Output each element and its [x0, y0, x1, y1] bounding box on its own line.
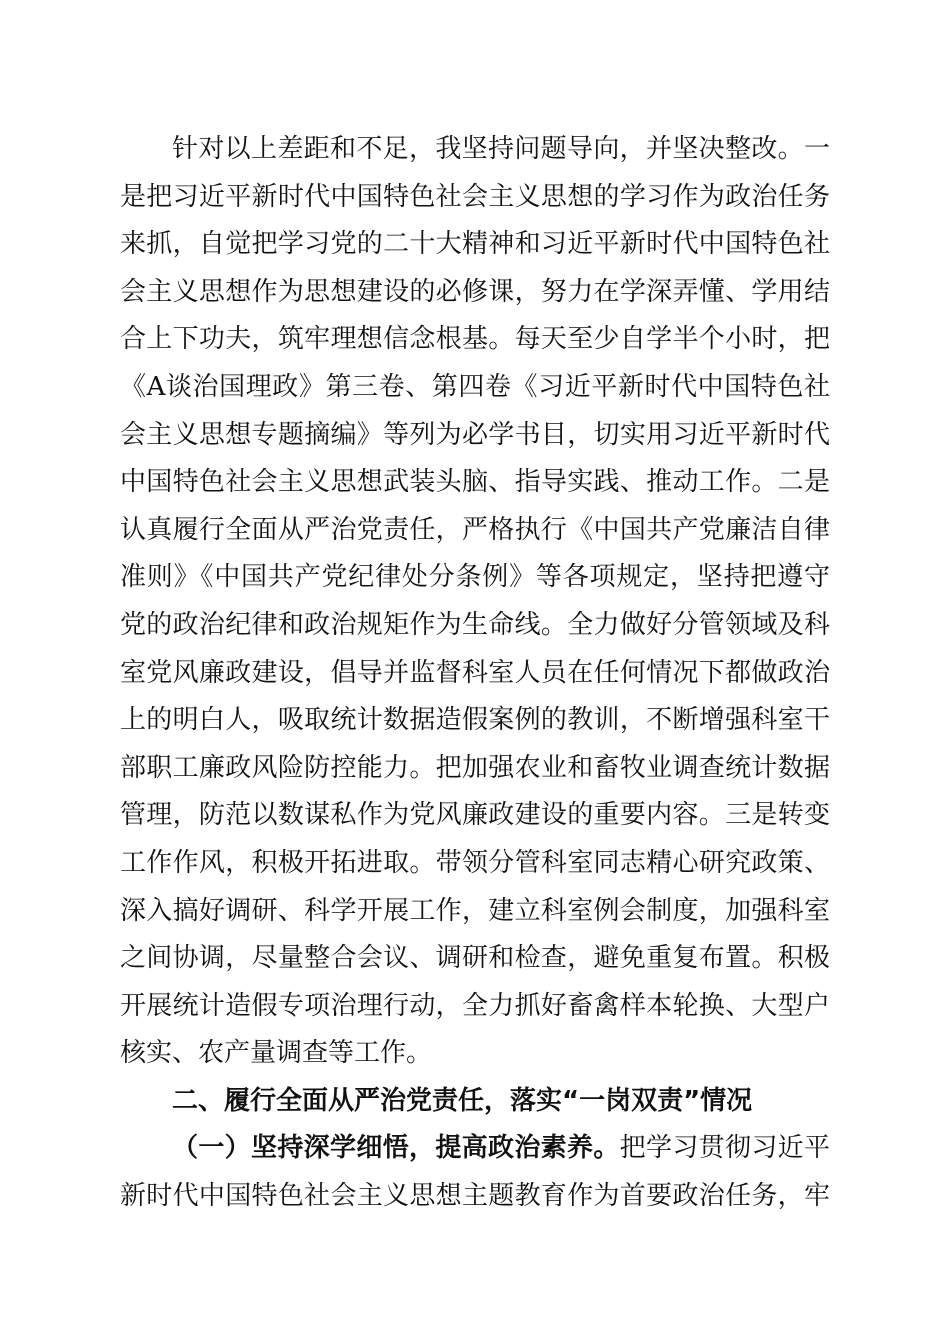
- paragraph-line: 室党风廉政建设，倡导并监督科室人员在任何情况下都做政治: [120, 657, 830, 688]
- paragraph-line: 针对以上差距和不足，我坚持问题导向，并坚决整改。一: [172, 134, 830, 164]
- paragraph-line: 之间协调，尽量整合会议、调研和检查，避免重复布置。积极: [120, 943, 830, 974]
- paragraph-line: 合上下功夫，筑牢理想信念根基。每天至少自学半个小时，把: [120, 324, 830, 355]
- paragraph-line: 管理，防范以数谋私作为党风廉政建设的重要内容。三是转变: [120, 800, 830, 831]
- paragraph-line: 党的政治纪律和政治规矩作为生命线。全力做好分管领域及科: [120, 609, 830, 640]
- document-body: [120, 126, 830, 1221]
- paragraph-line: 新时代中国特色社会主义思想主题教育作为首要政治任务，牢: [120, 1181, 830, 1212]
- paragraph-line: 上的明白人，吸取统计数据造假案例的教训，不断增强科室干: [120, 705, 830, 736]
- paragraph-line: 来抓，自觉把学习党的二十大精神和习近平新时代中国特色社: [120, 229, 830, 260]
- paragraph-line: 部职工廉政风险防控能力。把加强农业和畜牧业调查统计数据: [120, 752, 830, 783]
- paragraph-line: 《A谈治国理政》第三卷、第四卷《习近平新时代中国特色社: [120, 371, 830, 402]
- paragraph-political-study: [120, 1125, 830, 1220]
- paragraph-line: 核实、农产量调查等工作。: [120, 1038, 433, 1069]
- paragraph-line: 认真履行全面从严治党责任，严格执行《中国共产党廉洁自律: [120, 514, 830, 545]
- paragraph-line: 中国特色社会主义思想武装头脑、指导实践、推动工作。二是: [120, 467, 830, 498]
- paragraph-line: 开展统计造假专项治理行动，全力抓好畜禽样本轮换、大型户: [120, 990, 830, 1021]
- paragraph-line-text: 把学习贯彻习近平: [619, 1133, 830, 1164]
- paragraph-line: 会主义思想专题摘编》等列为必学书目，切实用习近平新时代: [120, 419, 830, 450]
- paragraph-line: 准则》《中国共产党纪律处分条例》等各项规定，坚持把遵守: [120, 562, 830, 593]
- subsection-heading: （一）坚持深学细悟，提高政治素养。: [172, 1133, 620, 1164]
- paragraph-line: 是把习近平新时代中国特色社会主义思想的学习作为政治任务: [120, 181, 830, 212]
- paragraph-rectification: [120, 126, 830, 1078]
- paragraph-line: 工作作风，积极开拓进取。带领分管科室同志精心研究政策、: [120, 847, 830, 878]
- paragraph-line: [120, 1125, 830, 1173]
- paragraph-line: 深入搞好调研、科学开展工作，建立科室例会制度，加强科室: [120, 895, 830, 926]
- paragraph-line: 会主义思想作为思想建设的必修课，努力在学深弄懂、学用结: [120, 276, 830, 307]
- section-heading: 二、履行全面从严治党责任，落实“一岗双责”情况: [172, 1085, 753, 1116]
